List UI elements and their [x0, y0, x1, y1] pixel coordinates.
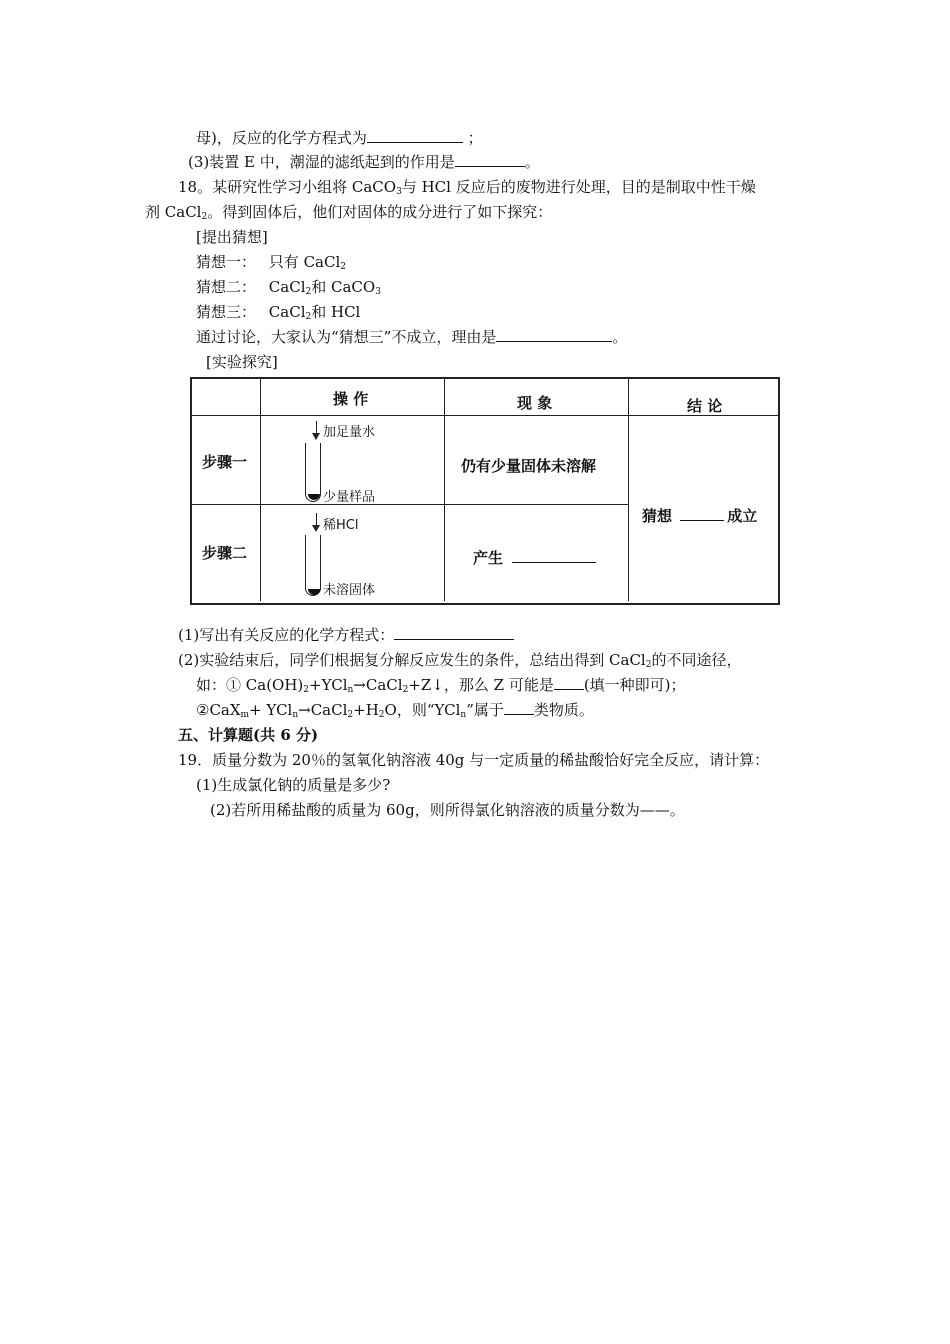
answer-blank[interactable]	[455, 152, 525, 167]
header-operation: 操 作	[333, 390, 369, 408]
arrowhead-icon	[312, 525, 320, 532]
question-1: (1)写出有关反应的化学方程式：	[178, 625, 514, 645]
undissolved-label: 未溶固体	[323, 583, 376, 598]
sample-label: 少量样品	[323, 490, 376, 505]
header-conclusion: 结 论	[687, 397, 723, 415]
hypothesis-3: 猜想三： CaCl$_2$和 HCl	[196, 303, 361, 322]
hypothesis-2: 猜想二： CaCl$_2$和 CaCO$_3$	[196, 278, 381, 297]
conclusion-text: 猜想 成立	[642, 507, 758, 525]
answer-blank[interactable]	[496, 327, 612, 342]
question-19-part-2: (2)若所用稀盐酸的质量为 60g，则所得氯化钠溶液的质量分数为——。	[210, 801, 685, 819]
question-18: 18。某研究性学习小组将 CaCO$_3$与 HCl 反应后的废物进行处理，目的是制取中性干燥	[178, 178, 756, 197]
test-tube-icon	[305, 535, 321, 596]
hypothesis-1: 猜想一： 只有 CaCl$_2$	[196, 253, 346, 272]
question-19-part-1: (1)生成氯化钠的质量是多少?	[196, 776, 391, 794]
hypothesis-title: [提出猜想]	[196, 228, 268, 246]
phenomenon-2: 产生	[473, 547, 596, 568]
question-2: (2)实验结束后，同学们根据复分解反应发生的条件，总结出得到 CaCl$_2$的不同途径，	[178, 651, 742, 670]
step-1-label: 步骤一	[202, 453, 248, 471]
header-phenomenon: 现 象	[517, 394, 553, 412]
answer-blank[interactable]	[554, 675, 584, 690]
experiment-table	[190, 377, 780, 605]
arrowhead-icon	[312, 433, 320, 440]
add-water-label: 加足量水	[323, 425, 376, 440]
text-line: (3)装置 E 中，潮湿的滤纸起到的作用是 。	[188, 153, 540, 171]
discussion-line: 通过讨论，大家认为“猜想三”不成立，理由是 。	[196, 328, 628, 346]
question-19: 19．质量分数为 20％的氢氧化钠溶液 40g 与一定质量的稀盐酸恰好完全反应，请计算：	[178, 751, 770, 769]
experiment-title: [实验探究]	[206, 353, 278, 371]
answer-blank[interactable]	[504, 700, 534, 715]
question-2-example-1: 如：① $Ca(OH)_2+YCl_n\to CaCl_2+Z↓$，那么 Z 可能是 (填一种即可)；	[196, 676, 686, 695]
step-2-label: 步骤二	[202, 544, 248, 562]
answer-blank[interactable]	[367, 128, 463, 143]
question-2-example-2: ②CaX$_m$+ $YCl_n\to CaCl_2+H_2O$，则“YCl$_n$”属于 类物质。	[196, 701, 594, 720]
answer-blank[interactable]	[512, 548, 596, 563]
answer-blank[interactable]	[394, 625, 514, 640]
question-18-cont: 剂 CaCl$_2$。得到固体后，他们对固体的成分进行了如下探究：	[145, 203, 553, 222]
text-line: 母)，反应的化学方程式为 ；	[196, 129, 483, 147]
answer-blank[interactable]	[680, 506, 724, 521]
section-5-heading: 五、计算题(共 6 分)	[178, 726, 319, 744]
dilute-hcl-label: 稀HCl	[323, 518, 359, 533]
phenomenon-1: 仍有少量固体未溶解	[461, 457, 597, 475]
